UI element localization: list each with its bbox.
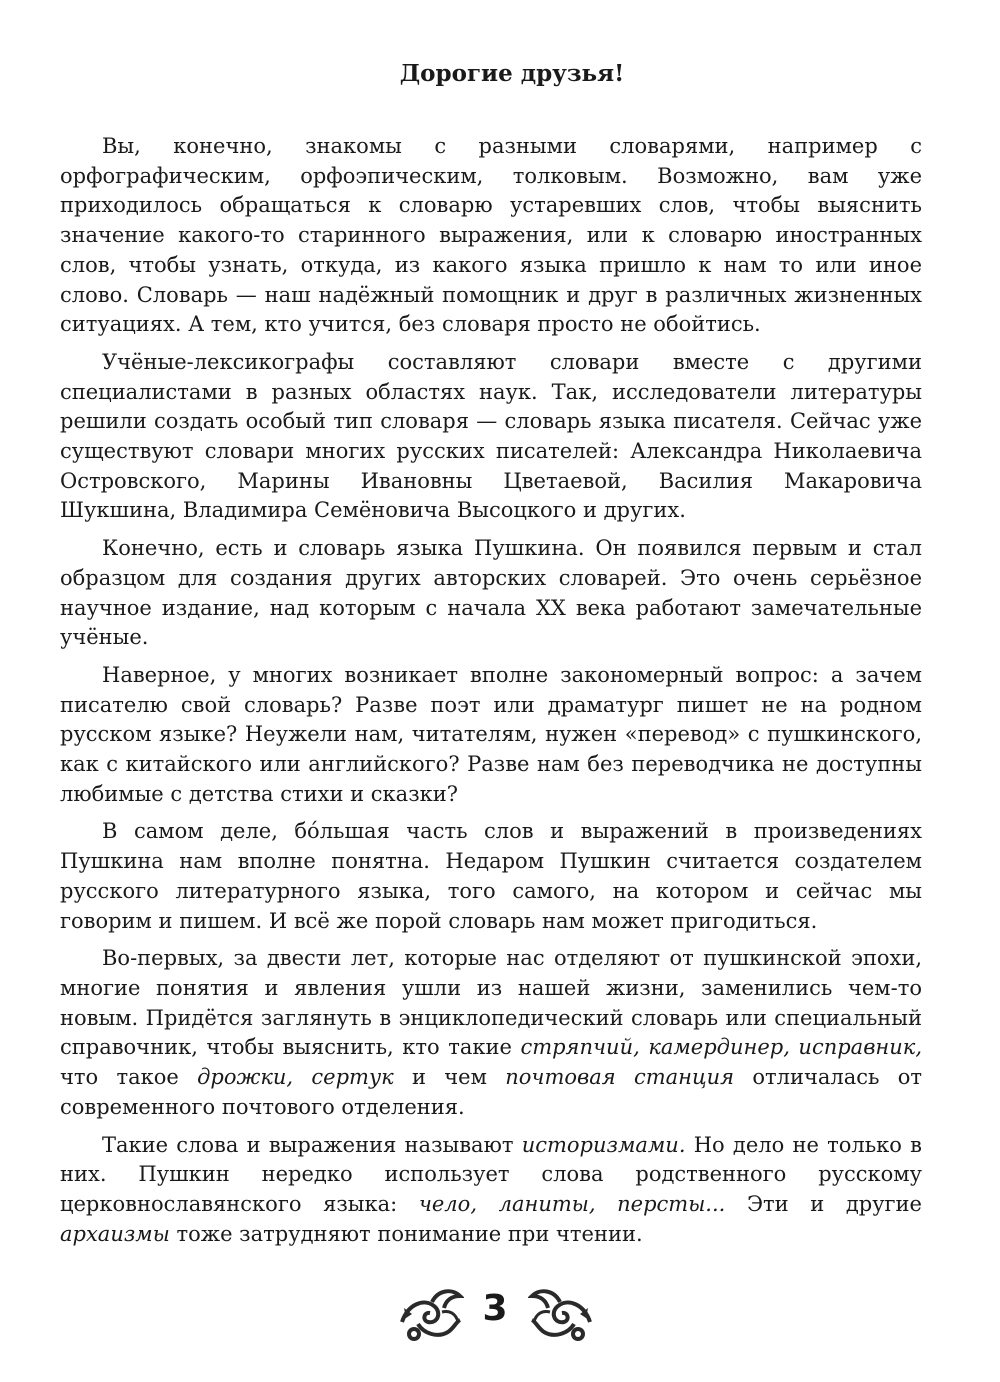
- text-run: что такое: [60, 1065, 198, 1090]
- text-run: Во-первых, за двести лет, которые нас отделяют от пушкинской эпохи, многие понятия и явления ушли из нашей жизни, заменились чем-то новым. Придётся заглянуть в энциклопедический словарь или специальный справочник, чтобы выяснить, кто такие: [60, 946, 922, 1060]
- text-run: отличалась от современного почтового отделения.: [60, 1065, 923, 1119]
- paragraph-3: Конечно, есть и словарь языка Пушкина. Он появился первым и стал образцом для создания других авторских словарей. Это очень серьёзное научное издание, над которым с начала XX века работают замечательные учёные.: [60, 536, 922, 650]
- page-number: 3: [482, 1288, 508, 1329]
- paragraph-2: Учёные-лексикографы составляют словари вместе с другими специалистами в разных областях наук. Так, исследователи литературы решили создать особый тип словаря — словарь языка писателя. Сейчас уже существуют словари многих русских писателей: Александра Николаевича Островского, Марины Ивановны Цветаевой, Василия Макаровича Шукшина, Владимира Семёновича Высоцкого и других.: [60, 349, 922, 523]
- paragraph-4: Наверное, у многих возникает вполне закономерный вопрос: а зачем писателю свой словарь? Разве поэт или драматург пишет не на родном русском языке? Неужели нам, читателям, нужен «перевод» с пушкинского, как с китайского или английского? Разве нам без переводчика не доступны любимые с детства стихи и сказки?: [60, 662, 922, 806]
- italic-term: дрожки, сертук: [197, 1065, 394, 1090]
- page-title: Дорогие друзья!: [399, 60, 625, 87]
- paragraph-1: Вы, конечно, знакомы с разными словарями, например с орфографическим, орфоэпическим, толковым. Возможно, вам уже приходилось обращаться к словарю устаревших слов, чтобы выяснить значение какого-то старинного выражения, или к словарю иностранных слов, чтобы узнать, откуда, из какого языка пришло к нам то или иное слово. Словарь — наш надёжный помощник и друг в различных жизненных ситуациях. А тем, кто учится, без словаря просто не обойтись.: [60, 134, 922, 337]
- paragraph-5: В самом деле, бóльшая часть слов и выражений в произведениях Пушкина нам вполне понятна. Недаром Пушкин считается создателем русского литературного языка, того самого, на котором и сейчас мы говорим и пишем. И всё же порой словарь нам может пригодиться.: [60, 819, 922, 933]
- italic-term: чело, ланиты, персты...: [418, 1191, 726, 1216]
- text-run: тоже затрудняют понимание при чтении.: [169, 1221, 643, 1246]
- text-run: Эти и другие: [725, 1191, 922, 1216]
- italic-term: историзмами.: [521, 1132, 686, 1157]
- text-run: Но дело не только в них. Пушкин нередко использует слова родственного русскому церковнославянского языка:: [60, 1132, 922, 1216]
- body-text: [60, 132, 922, 1257]
- page-footer: [0, 1280, 1000, 1360]
- text-run: Такие слова и выражения называют: [102, 1132, 522, 1157]
- paragraph-6: [60, 944, 922, 1122]
- ornament-left-icon: [398, 1282, 464, 1346]
- italic-term: стряпчий, камердинер, исправник,: [520, 1035, 922, 1060]
- italic-term: архаизмы: [60, 1221, 170, 1246]
- paragraph-7: [60, 1131, 922, 1250]
- ornament-right-icon: [528, 1282, 594, 1346]
- italic-term: почтовая станция: [505, 1065, 735, 1090]
- text-run: и чем: [393, 1065, 506, 1090]
